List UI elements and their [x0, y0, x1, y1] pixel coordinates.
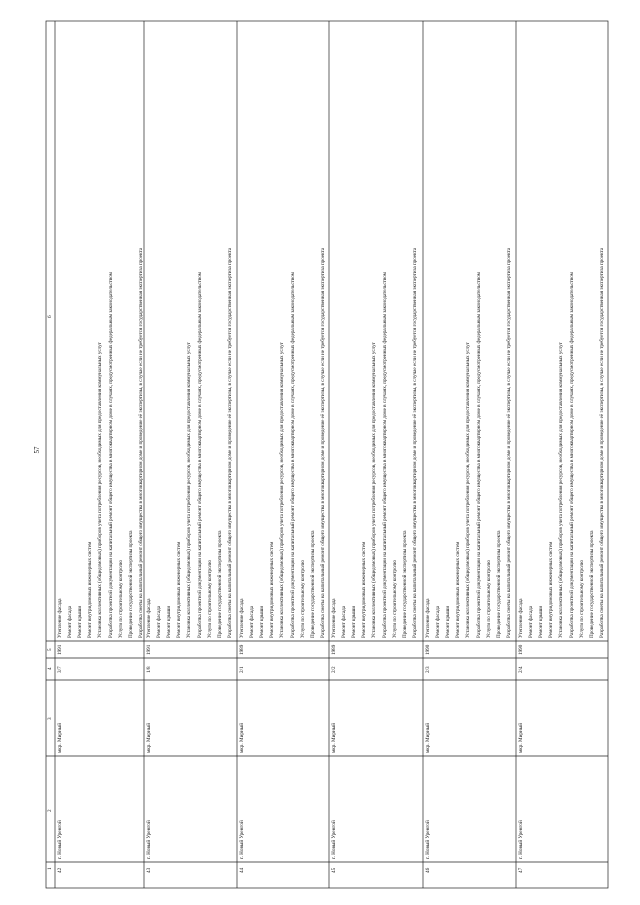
work-item: Установка коллективных (общедомовых) приборов учета потребления ресурсов, необходимых для предоставления коммунальных услуг [558, 342, 565, 638]
row-number: 47 [518, 867, 524, 873]
row-year: 1989 [331, 644, 337, 655]
row-number: 46 [425, 867, 431, 873]
row-year: 1990 [518, 644, 524, 655]
work-item: Ремонт внутридомовых инженерных систем [455, 541, 462, 638]
work-item: Ремонт внутридомовых инженерных систем [361, 541, 368, 638]
work-item: Услуги по строительному контролю [578, 560, 585, 638]
work-item: Установка коллективных (общедомовых) приборов учета потребления ресурсов, необходимых для предоставления коммунальных услуг [186, 342, 193, 638]
work-item: Проведение государственной экспертизы проекта [309, 530, 316, 638]
header-col-6: 6 [47, 315, 53, 318]
row-city: г. Новый Уренгой [518, 820, 524, 859]
work-item: Услуги по строительному контролю [391, 560, 398, 638]
work-item: Ремонт внутридомовых инженерных систем [269, 541, 276, 638]
work-item: Разработка сметы на капитальный ремонт общего имущества в многоквартирном доме и проведение её экспертизы, в случае если не требуется государственная экспертиза проекта [137, 247, 144, 638]
row-street: мкр. Мирный [57, 722, 63, 753]
row-city: г. Новый Уренгой [425, 820, 431, 859]
work-item: Ремонт внутридомовых инженерных систем [87, 541, 94, 638]
row-street: мкр. Мирный [146, 722, 152, 753]
row-city: г. Новый Уренгой [239, 820, 245, 859]
work-item: Утепление фасада [239, 598, 245, 638]
work-item: Разработка проектной документации на капитальный ремонт общего имущества в многоквартирном доме в случаях, предусмотренных федеральным законодательством [289, 272, 296, 638]
work-item: Услуги по строительному контролю [485, 560, 492, 638]
header-col-1: 1 [47, 867, 53, 870]
row-street: мкр. Мирный [239, 722, 245, 753]
row-house: 2/3 [425, 666, 431, 673]
work-item: Разработка сметы на капитальный ремонт общего имущества в многоквартирном доме и проведение её экспертизы, в случае если не требуется государственная экспертиза проекта [598, 247, 605, 638]
row-number: 44 [239, 867, 245, 873]
page-number: 57 [33, 446, 41, 454]
work-item: Ремонт крыши [445, 605, 452, 638]
work-item: Ремонт крыши [538, 605, 545, 638]
work-item: Разработка сметы на капитальный ремонт общего имущества в многоквартирном доме и проведение её экспертизы, в случае если не требуется государственная экспертиза проекта [505, 247, 512, 638]
row-street: мкр. Мирный [518, 722, 524, 753]
row-house: 2/4 [518, 666, 524, 673]
row-street: мкр. Мирный [331, 722, 337, 753]
row-number: 42 [57, 867, 63, 873]
work-item: Проведение государственной экспертизы проекта [216, 530, 223, 638]
work-item: Установка коллективных (общедомовых) приборов учета потребления ресурсов, необходимых для предоставления коммунальных услуг [371, 342, 378, 638]
work-item: Проведение государственной экспертизы проекта [495, 530, 502, 638]
work-item: Ремонт фасада [435, 606, 442, 638]
work-item: Установка коллективных (общедомовых) приборов учета потребления ресурсов, необходимых для предоставления коммунальных услуг [465, 342, 472, 638]
work-item: Ремонт крыши [77, 605, 84, 638]
work-item: Утепление фасада [57, 598, 63, 638]
work-item: Установка коллективных (общедомовых) приборов учета потребления ресурсов, необходимых для предоставления коммунальных услуг [97, 342, 104, 638]
work-item: Разработка проектной документации на капитальный ремонт общего имущества в многоквартирном доме в случаях, предусмотренных федеральным законодательством [107, 272, 114, 638]
work-item: Ремонт крыши [351, 605, 358, 638]
work-item: Проведение государственной экспертизы проекта [127, 530, 134, 638]
row-year: 1989 [239, 644, 245, 655]
row-street: мкр. Мирный [425, 722, 431, 753]
work-item: Ремонт внутридомовых инженерных систем [548, 541, 555, 638]
header-col-3: 3 [47, 717, 53, 720]
row-house: 2/1 [239, 666, 245, 673]
row-year: 1991 [57, 644, 63, 655]
row-city: г. Новый Уренгой [57, 820, 63, 859]
work-item: Проведение государственной экспертизы проекта [401, 530, 408, 638]
work-item: Утепление фасада [425, 598, 431, 638]
header-col-5: 5 [47, 648, 53, 651]
row-city: г. Новый Уренгой [331, 820, 337, 859]
row-number: 45 [331, 867, 337, 873]
work-item: Разработка сметы на капитальный ремонт общего имущества в многоквартирном доме и проведение её экспертизы, в случае если не требуется государственная экспертиза проекта [226, 247, 233, 638]
work-item: Ремонт внутридомовых инженерных систем [176, 541, 183, 638]
row-city: г. Новый Уренгой [146, 820, 152, 859]
work-item: Разработка проектной документации на капитальный ремонт общего имущества в многоквартирном доме в случаях, предусмотренных федеральным законодательством [196, 272, 203, 638]
row-house: 1/8 [146, 666, 152, 673]
work-item: Ремонт фасада [528, 606, 535, 638]
row-year: 1990 [425, 644, 431, 655]
work-item: Услуги по строительному контролю [206, 560, 213, 638]
work-item: Услуги по строительному контролю [299, 560, 306, 638]
work-item: Ремонт крыши [166, 605, 173, 638]
work-item: Разработка проектной документации на капитальный ремонт общего имущества в многоквартирном доме в случаях, предусмотренных федеральным законодательством [381, 272, 388, 638]
work-item: Ремонт фасада [67, 606, 74, 638]
work-item: Утепление фасада [146, 598, 152, 638]
work-item: Ремонт крыши [259, 605, 266, 638]
work-item: Разработка сметы на капитальный ремонт общего имущества в многоквартирном доме и проведение её экспертизы, в случае если не требуется государственная экспертиза проекта [411, 247, 418, 638]
work-item: Разработка сметы на капитальный ремонт общего имущества в многоквартирном доме и проведение её экспертизы, в случае если не требуется государственная экспертиза проекта [319, 247, 326, 638]
header-col-4: 4 [47, 667, 53, 670]
work-item: Ремонт фасада [341, 606, 348, 638]
work-item: Ремонт фасада [156, 606, 163, 638]
work-item: Утепление фасада [331, 598, 337, 638]
row-house: 2/2 [331, 666, 337, 673]
work-item: Услуги по строительному контролю [117, 560, 124, 638]
work-item: Утепление фасада [518, 598, 524, 638]
work-item: Разработка проектной документации на капитальный ремонт общего имущества в многоквартирном доме в случаях, предусмотренных федеральным законодательством [475, 272, 482, 638]
work-item: Ремонт фасада [249, 606, 256, 638]
work-item: Проведение государственной экспертизы проекта [588, 530, 595, 638]
work-item: Установка коллективных (общедомовых) приборов учета потребления ресурсов, необходимых для предоставления коммунальных услуг [279, 342, 286, 638]
row-house: 3/7 [57, 666, 63, 673]
row-year: 1991 [146, 644, 152, 655]
work-item: Разработка проектной документации на капитальный ремонт общего имущества в многоквартирном доме в случаях, предусмотренных федеральным законодательством [568, 272, 575, 638]
header-col-2: 2 [47, 809, 53, 812]
row-number: 43 [146, 867, 152, 873]
